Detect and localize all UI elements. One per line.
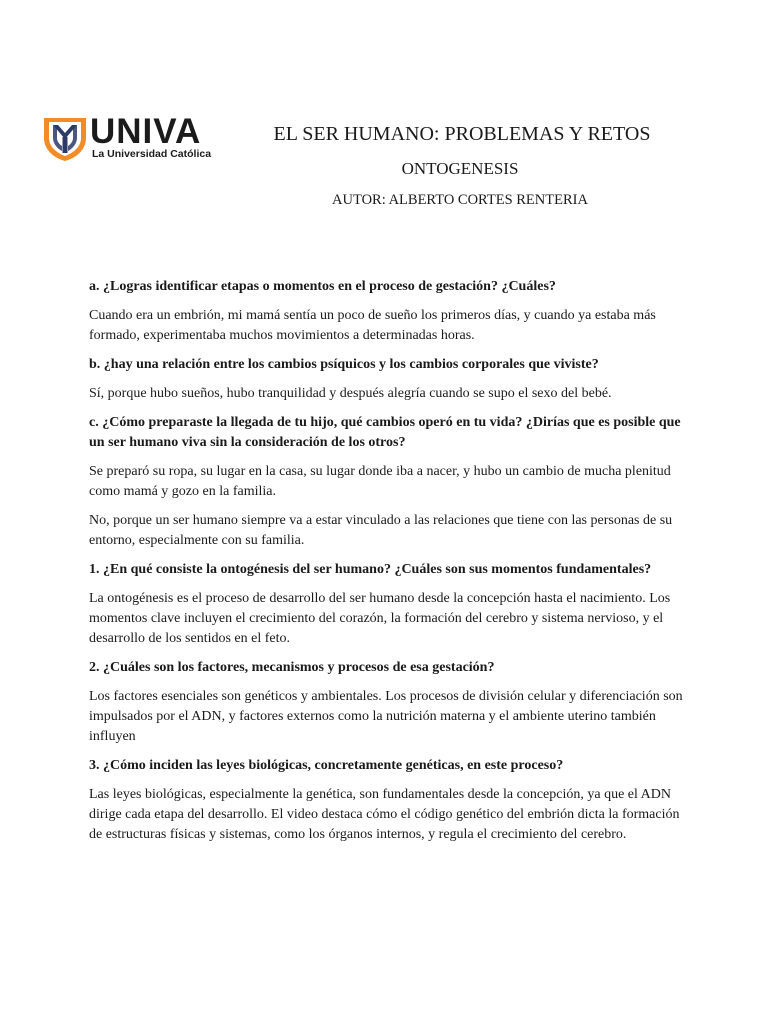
question-b: b. ¿hay una relación entre los cambios psíquicos y los cambios corporales que viviste?	[89, 357, 599, 372]
question-c: c. ¿Cómo preparaste la llegada de tu hijo, qué cambios operó en tu vida? ¿Dirías que es posible que un ser humano viva sin la consideración de los otros?	[89, 415, 681, 450]
logo-wordmark: UNIVA	[90, 112, 202, 151]
question-1: 1. ¿En qué consiste la ontogénesis del ser humano? ¿Cuáles son sus momentos fundamentales?	[89, 562, 652, 577]
answer-2: Los factores esenciales son genéticos y ambientales. Los procesos de división celular y diferenciación son impulsados por el ADN, y factores externos como la nutrición materna y el ambiente uterino también influyen	[89, 689, 683, 744]
logo-tagline: La Universidad Católica	[92, 148, 212, 160]
answer-c-1: Se preparó su ropa, su lugar en la casa, su lugar donde iba a nacer, y hubo un cambio de mucha plenitud como mamá y gozo en la familia.	[89, 464, 671, 499]
document-author: AUTOR: ALBERTO CORTES RENTERIA	[332, 192, 588, 208]
question-2: 2. ¿Cuáles son los factores, mecanismos y procesos de esa gestación?	[89, 660, 495, 675]
answer-b: Sí, porque hubo sueños, hubo tranquilidad y después alegría cuando se supo el sexo del bebé.	[89, 386, 612, 401]
univa-shield-icon	[42, 116, 88, 162]
answer-3: Las leyes biológicas, especialmente la genética, son fundamentales desde la concepción, ya que el ADN dirige cada etapa del desarrollo. El video destaca cómo el código genético del embrión dicta la formación de estructuras físicas y sistemas, como los órganos internos, y regula el crecimiento del cerebro.	[89, 787, 680, 842]
answer-c-2: No, porque un ser humano siempre va a estar vinculado a las relaciones que tiene con las personas de su entorno, especialmente con su familia.	[89, 513, 673, 548]
document-subtitle: ONTOGENESIS	[401, 159, 519, 178]
question-a: a. ¿Logras identificar etapas o momentos en el proceso de gestación? ¿Cuáles?	[89, 279, 556, 294]
answer-1: La ontogénesis es el proceso de desarrollo del ser humano desde la concepción hasta el nacimiento. Los momentos clave incluyen el crecimiento del corazón, la formación del cerebro y sistema nervioso, y el desarrollo de los sentidos en el feto.	[89, 591, 671, 646]
answer-a: Cuando era un embrión, mi mamá sentía un poco de sueño los primeros días, y cuando ya estaba más formado, experimentaba muchos movimientos a determinadas horas.	[89, 308, 656, 343]
question-3: 3. ¿Cómo inciden las leyes biológicas, concretamente genéticas, en este proceso?	[89, 758, 564, 773]
univa-logo	[42, 112, 234, 162]
qa-content	[89, 277, 689, 854]
document-title: EL SER HUMANO: PROBLEMAS Y RETOS	[273, 123, 651, 145]
